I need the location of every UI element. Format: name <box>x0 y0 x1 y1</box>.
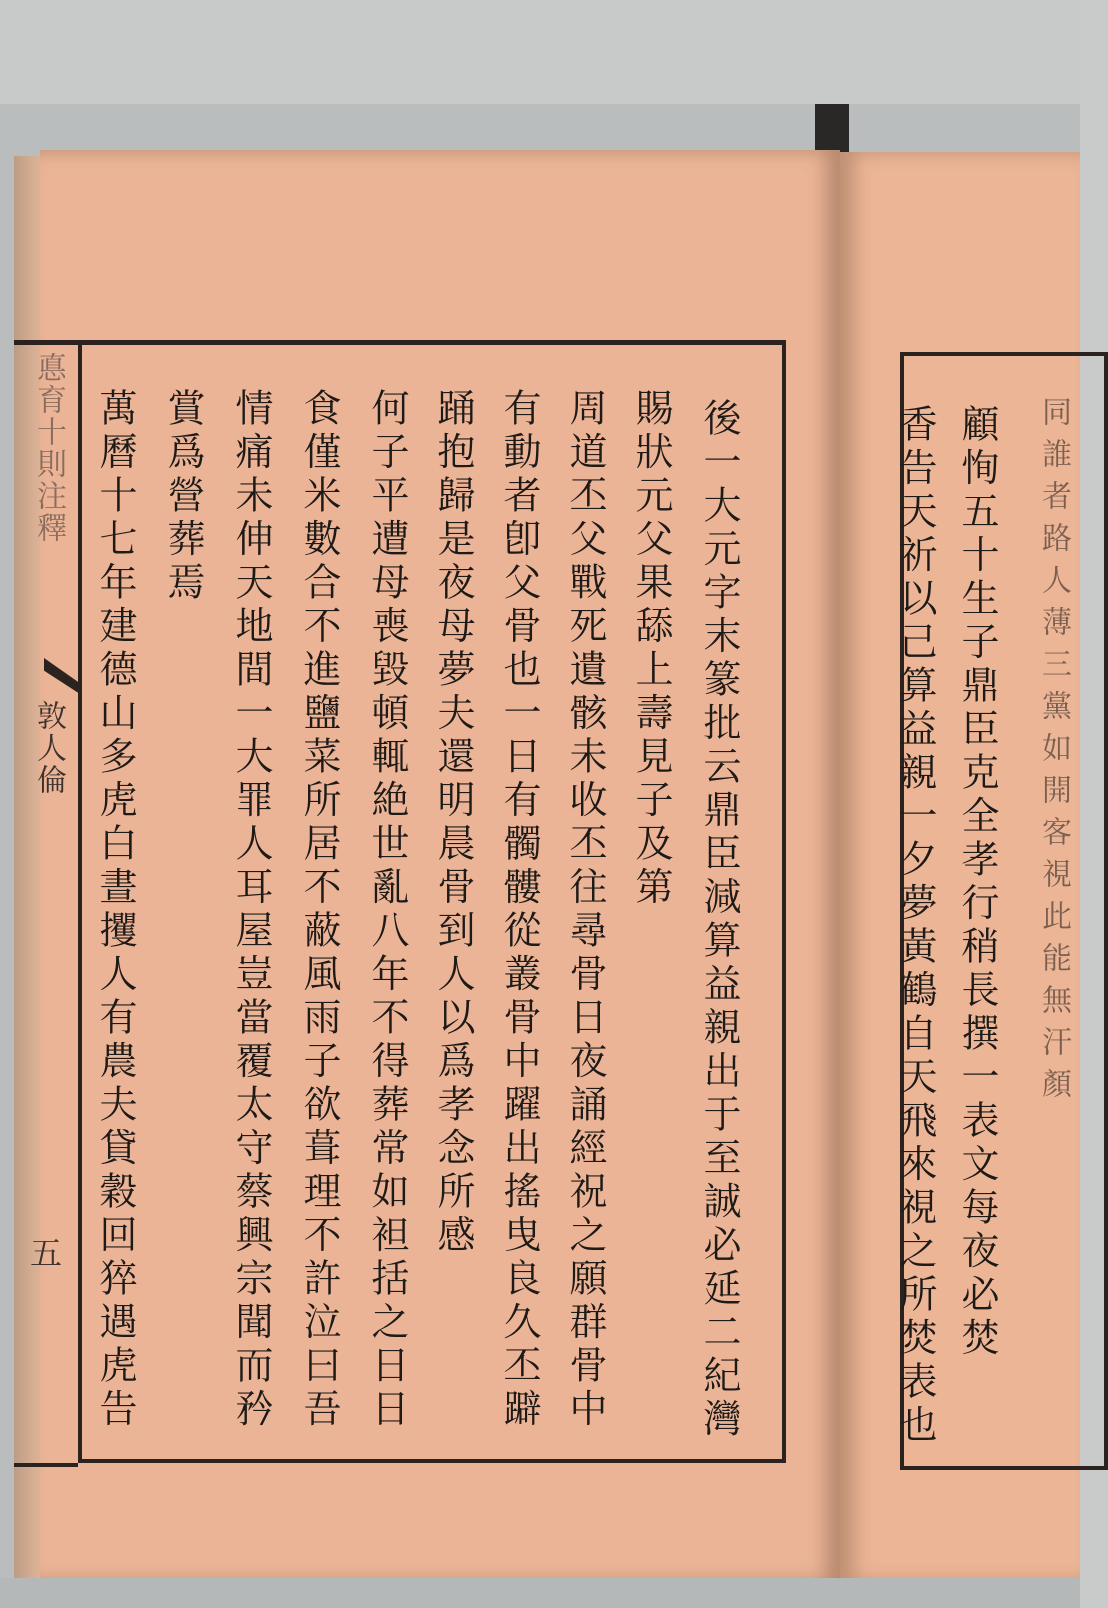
right-page-text <box>893 356 1080 1456</box>
text-column-2: 賜狀元父果舔上壽見子及第 <box>629 388 673 910</box>
margin-section: 敦人倫 <box>31 700 66 796</box>
right-column-2: 顧恂五十生子鼎臣克全孝行稍長撰一表文每夜必焚 <box>955 404 999 1361</box>
text-column-8: 情痛未伸天地間一大罪人耳屋豈當覆太守蔡興宗聞而矜 <box>229 388 273 1432</box>
right-column-1: 同誰者路人薄三黨如開客視此能無汗顏 <box>1036 396 1071 1110</box>
bottom-background <box>0 1578 1080 1608</box>
top-background <box>0 0 1080 104</box>
margin-title: 悳育十則注釋 <box>31 352 66 544</box>
text-column-9: 賞爲營葬焉 <box>161 388 205 606</box>
text-column-6: 何子平遭母喪毀頓輒絶世亂八年不得葬常如袒括之日日 <box>365 388 409 1432</box>
text-column-10: 萬曆十七年建德山多虎白晝攫人有農夫貸穀回猝遇虎告 <box>93 388 137 1432</box>
right-column-3: 香告天祈以己算益親一夕夢黃鶴自天飛來視之所焚表也 <box>893 404 937 1448</box>
folio-number: 五 <box>30 1234 63 1272</box>
text-column-3: 周道丕父戰死遺骸未收丕往尋骨日夜誦經祝之願群骨中 <box>563 388 607 1432</box>
text-column-7: 食僅米數合不進鹽菜所居不蔽風雨子欲葺理不許泣曰吾 <box>297 388 341 1432</box>
text-column-1: 後一大元字末篆批云鼎臣減算益親出于至誠必延二紀灣 <box>697 398 741 1442</box>
text-column-5: 踊抱歸是夜母夢夫還明晨骨到人以爲孝念所感 <box>431 388 475 1258</box>
text-column-4: 有動者卽父骨也一日有髑髏從叢骨中躍出搖曳良久丕躃 <box>497 388 541 1432</box>
